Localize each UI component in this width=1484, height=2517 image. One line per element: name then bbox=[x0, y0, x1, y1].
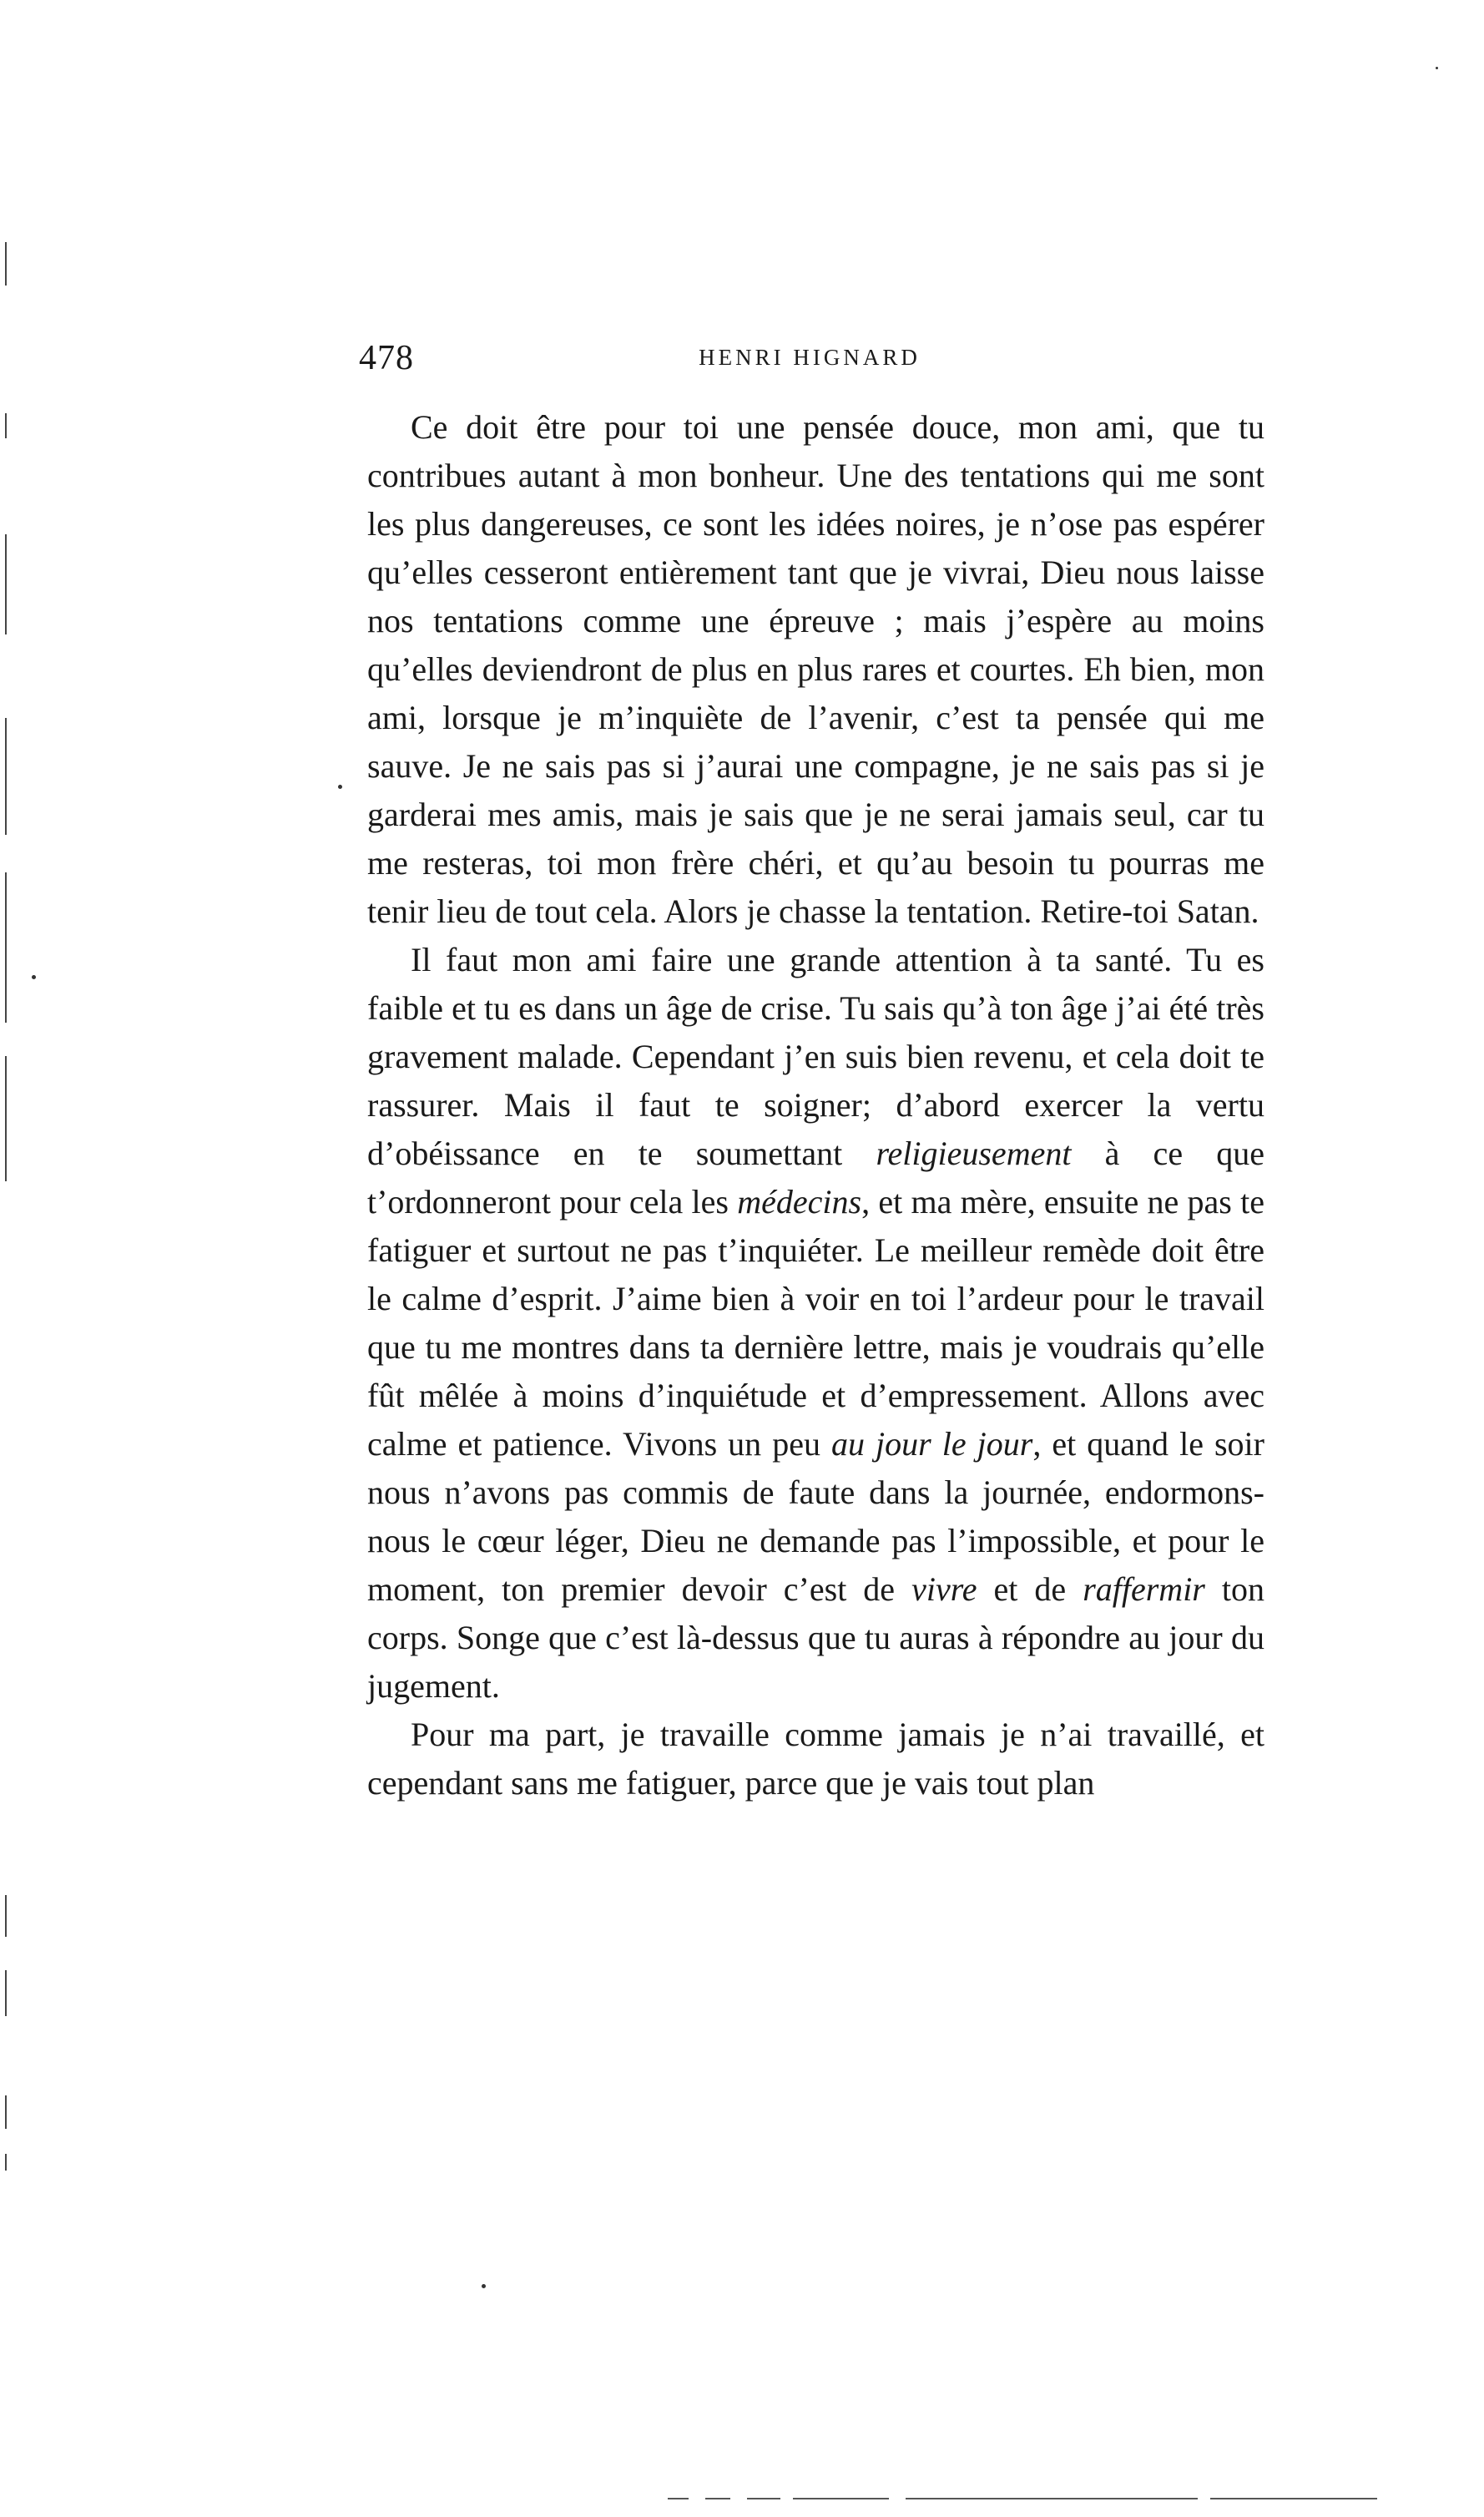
text-run: Ce doit être pour toi une pensée douce, mon ami, que tu contribues autant à mon bonheur. Une des tentations qui me sont les plus dangereuses, ce sont les idées noires, je n’ose pas espérer qu’elles cesseront entièrement tant que je vivrai, Dieu nous laisse nos tentations comme une épreuve ; mais j’espère au moins qu’elles deviendront de plus en plus rares et courtes. Eh bien, mon ami, lorsque je m’inquiète de l’avenir, c’est ta pensée qui me sauve. Je ne sais pas si j’aurai une compagne, je ne sais pas si je garderai mes amis, mais je sais que je ne serai jamais seul, car tu me resteras, toi mon frère chéri, et qu’au besoin tu pourras me tenir lieu de tout cela. Alors je chasse la tentation. Retire-toi Satan. bbox=[367, 408, 1264, 930]
running-head bbox=[359, 338, 1260, 388]
italic-run: vivre bbox=[911, 1570, 977, 1608]
text-run: à ce que t’ordonneront pour cela les bbox=[367, 1135, 1264, 1221]
scan-speck bbox=[32, 975, 36, 979]
scan-margin-mark bbox=[5, 413, 7, 438]
bottom-rule bbox=[793, 2498, 889, 2499]
bottom-rule bbox=[1210, 2498, 1377, 2499]
scan-margin-mark bbox=[5, 2095, 7, 2129]
page-number: 478 bbox=[359, 339, 414, 377]
scan-speck bbox=[338, 785, 342, 789]
italic-run: médecins bbox=[737, 1183, 862, 1221]
paragraph bbox=[367, 403, 1264, 936]
text-run: ton corps. Songe que c’est là-dessus que tu auras à répondre au jour du jugement. bbox=[367, 1570, 1264, 1705]
scan-margin-mark bbox=[5, 2154, 7, 2171]
body-text bbox=[367, 403, 1264, 1807]
bottom-rule bbox=[705, 2498, 730, 2499]
text-run: et de bbox=[977, 1570, 1083, 1608]
scan-margin-mark bbox=[5, 1970, 7, 2016]
scan-speck bbox=[1436, 67, 1438, 69]
italic-run: au jour le jour bbox=[831, 1425, 1033, 1463]
italic-run: religieusement bbox=[876, 1135, 1072, 1172]
scan-margin-mark bbox=[5, 1895, 7, 1937]
scan-margin-mark bbox=[5, 1056, 7, 1181]
running-title: HENRI HIGNARD bbox=[699, 345, 921, 370]
italic-run: raffermir bbox=[1083, 1570, 1205, 1608]
paragraph bbox=[367, 936, 1264, 1711]
scan-margin-mark bbox=[5, 242, 7, 286]
bottom-rule bbox=[747, 2498, 780, 2499]
scan-speck bbox=[482, 2284, 486, 2288]
text-run: Il faut mon ami faire une grande attention à ta santé. Tu es faible et tu es dans un âge de crise. Tu sais qu’à ton âge j’ai été très gravement malade. Cependant j’en suis bien revenu, et cela doit te rassurer. Mais il faut te soigner; d’abord exercer la vertu d’obéissance en te soumettant bbox=[367, 941, 1264, 1172]
scan-margin-mark bbox=[5, 718, 7, 835]
text-run: , et ma mère, ensuite ne pas te fatiguer et surtout ne pas t’inquiéter. Le meilleur remède doit être le calme d’esprit. J’aime bien à voir en toi l’ardeur pour le travail que tu me montres dans ta dernière lettre, mais je voudrais qu’elle fût mêlée à moins d’inquiétude et d’empressement. Allons avec calme et patience. Vivons un peu bbox=[367, 1183, 1264, 1463]
text-run: Pour ma part, je travaille comme jamais je n’ai travaillé, et cependant sans me fatiguer, parce que je vais tout plan bbox=[367, 1716, 1264, 1802]
paragraph bbox=[367, 1711, 1264, 1807]
scan-margin-mark bbox=[5, 872, 7, 1023]
bottom-rule bbox=[668, 2498, 689, 2499]
scan-margin-mark bbox=[5, 534, 7, 634]
text-run: , et quand le soir nous n’avons pas commis de faute dans la journée, endormons-nous le cœur léger, Dieu ne demande pas l’impossible, et pour le moment, ton premier devoir c’est de bbox=[367, 1425, 1264, 1608]
bottom-rule bbox=[906, 2498, 1198, 2499]
